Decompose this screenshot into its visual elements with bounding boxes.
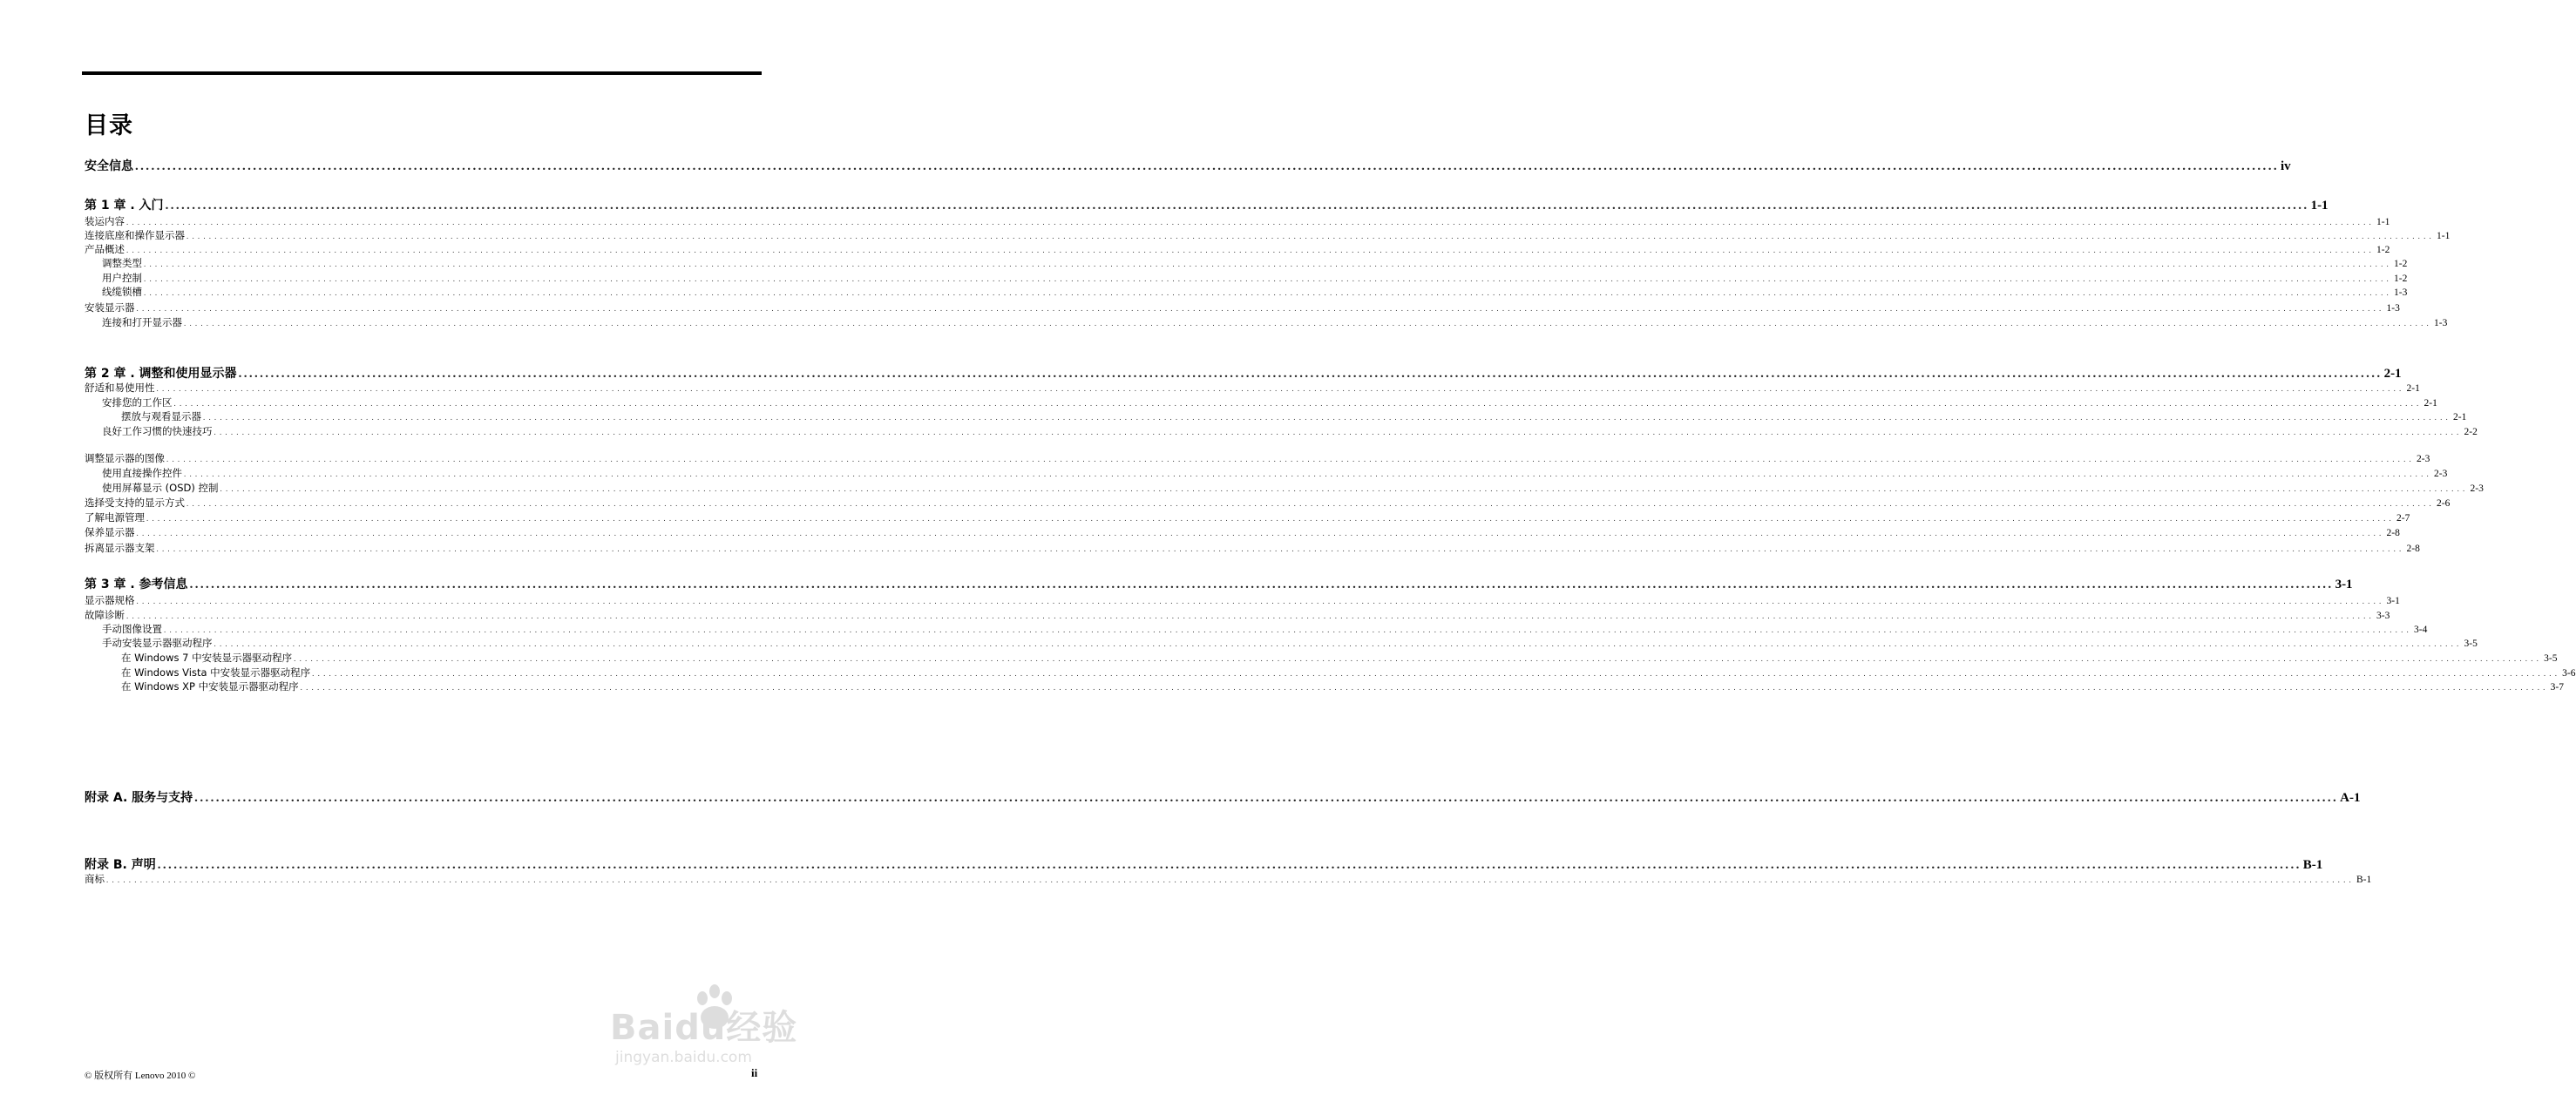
toc-entry-page: 3-5 xyxy=(2464,639,2478,649)
toc-entry-page: 3-7 xyxy=(2550,682,2564,693)
toc-section-entry[interactable] xyxy=(102,395,2437,409)
toc-entry-label: 调整类型 xyxy=(102,257,142,269)
toc-entry-label: 使用屏幕显示 (OSD) 控制 xyxy=(102,482,219,494)
toc-entry-label: 在 Windows Vista 中安装显示器驱动程序 xyxy=(121,666,311,679)
toc-entry-label: 良好工作习惯的快速技巧 xyxy=(102,425,213,437)
toc-entry-page: 2-2 xyxy=(2464,427,2478,437)
toc-entry-label: 产品概述 xyxy=(85,243,125,255)
toc-entry-label: 舒适和易使用性 xyxy=(85,382,155,394)
toc-entry-label: 在 Windows XP 中安装显示器驱动程序 xyxy=(121,680,299,693)
top-rule xyxy=(82,71,762,75)
toc-entry-page: 1-2 xyxy=(2394,274,2408,284)
toc-section-entry[interactable] xyxy=(102,481,2484,495)
dot-leader: ................................................................................................................................................................................................................................................................................................................................................................................................................ xyxy=(144,274,2392,283)
footer-page-number: ii xyxy=(751,1066,758,1079)
toc-section-entry[interactable] xyxy=(85,496,2451,510)
toc-entry-label: 第 3 章 . 参考信息 xyxy=(85,578,188,591)
toc-section-entry[interactable] xyxy=(85,228,2451,242)
toc-entry-label: 连接底座和操作显示器 xyxy=(85,229,185,241)
toc-entry-label: 保养显示器 xyxy=(85,526,135,538)
dot-leader: ................................................................................................................................................................................................................................................................................................................................................................................................................ xyxy=(146,514,2395,523)
toc-entry-page: 2-3 xyxy=(2434,469,2448,479)
toc-entry-page: 1-1 xyxy=(2437,231,2451,241)
toc-entry-label: 连接和打开显示器 xyxy=(102,316,182,328)
toc-section-entry[interactable] xyxy=(102,424,2478,438)
toc-entry-label: 安排您的工作区 xyxy=(102,396,173,409)
toc-section-entry[interactable] xyxy=(85,593,2400,607)
dot-leader: ................................................................................................................................................................................................................................................................................................................................................................................................................ xyxy=(164,625,2412,634)
toc-entry-page: 2-3 xyxy=(2417,454,2430,464)
dot-leader: ................................................................................................................................................................................................................................................................................................................................................................................................................ xyxy=(156,544,2405,553)
toc-section-entry[interactable] xyxy=(85,214,2390,228)
toc-entry-page: 3-1 xyxy=(2386,596,2400,606)
toc-chapter-entry[interactable] xyxy=(85,364,2402,382)
toc-entry-label: 装运内容 xyxy=(85,215,125,227)
toc-entry-label: 商标 xyxy=(85,873,105,885)
toc-entry-page: 1-1 xyxy=(2376,217,2390,227)
toc-entry-label: 手动图像设置 xyxy=(102,623,162,635)
toc-entry-label: 显示器规格 xyxy=(85,594,135,606)
toc-entry-label: 附录 B. 声明 xyxy=(85,858,156,872)
toc-entry-page: 2-1 xyxy=(2406,383,2420,394)
dot-leader: ................................................................................................................................................................................................................................................................................................................................................................................................................ xyxy=(126,246,2375,254)
toc-entry-label: 安全信息 xyxy=(85,159,133,173)
toc-entry-page: 2-8 xyxy=(2406,544,2420,554)
toc-entry-page: 1-2 xyxy=(2376,245,2390,255)
baidu-watermark xyxy=(610,983,819,1078)
toc-section-entry[interactable] xyxy=(121,679,2564,693)
dot-leader: ................................................................................................................................................................................................................................................................................................................................................................................................................ xyxy=(186,499,2435,508)
toc-entry-label: 第 2 章 . 调整和使用显示器 xyxy=(85,367,237,381)
dot-leader: ................................................................................................................................................................................................................................................................................................................................................................................................................ xyxy=(238,367,2383,381)
toc-section-entry[interactable] xyxy=(85,525,2400,539)
dot-leader: ................................................................................................................................................................................................................................................................................................................................................................................................................ xyxy=(294,654,2543,663)
toc-entry-page: 2-6 xyxy=(2437,498,2451,509)
toc-entry-label: 了解电源管理 xyxy=(85,511,145,524)
toc-entry-page: 1-3 xyxy=(2386,303,2400,314)
toc-chapter-entry[interactable] xyxy=(85,157,2291,174)
dot-leader: ................................................................................................................................................................................................................................................................................................................................................................................................................ xyxy=(144,288,2392,297)
dot-leader: ................................................................................................................................................................................................................................................................................................................................................................................................................ xyxy=(214,428,2463,436)
toc-entry-page: 3-6 xyxy=(2562,668,2576,679)
dot-leader: ................................................................................................................................................................................................................................................................................................................................................................................................................ xyxy=(194,791,2339,805)
toc-entry-label: 用户控制 xyxy=(102,272,142,284)
dot-leader: ................................................................................................................................................................................................................................................................................................................................................................................................................ xyxy=(173,399,2423,408)
dot-leader: ................................................................................................................................................................................................................................................................................................................................................................................................................ xyxy=(312,669,2561,678)
dot-leader: ................................................................................................................................................................................................................................................................................................................................................................................................................ xyxy=(136,529,2385,537)
toc-entry-label: 选择受支持的显示方式 xyxy=(85,497,185,509)
dot-leader: ................................................................................................................................................................................................................................................................................................................................................................................................................ xyxy=(144,260,2392,268)
toc-entry-page: 1-3 xyxy=(2394,287,2408,298)
toc-entry-page: 2-3 xyxy=(2470,483,2484,494)
watermark-site: jingyan.baidu.com xyxy=(615,1049,752,1066)
toc-entry-page: iv xyxy=(2281,159,2291,173)
toc-section-entry[interactable] xyxy=(85,301,2400,314)
toc-section-entry[interactable] xyxy=(85,541,2420,555)
toc-entry-page: 2-1 xyxy=(2423,398,2437,409)
toc-entry-page: 1-1 xyxy=(2310,199,2329,213)
dot-leader: ................................................................................................................................................................................................................................................................................................................................................................................................................ xyxy=(156,384,2405,393)
toc-section-entry[interactable] xyxy=(102,622,2428,636)
toc-section-entry[interactable] xyxy=(85,381,2420,395)
toc-section-entry[interactable] xyxy=(102,256,2408,270)
toc-entry-page: 1-3 xyxy=(2434,318,2448,328)
toc-entry-page: B-1 xyxy=(2302,858,2323,872)
dot-leader: ................................................................................................................................................................................................................................................................................................................................................................................................................ xyxy=(165,199,2309,213)
toc-section-entry[interactable] xyxy=(85,608,2390,622)
page-title: 目录 xyxy=(85,112,133,139)
toc-section-entry[interactable] xyxy=(121,409,2467,423)
dot-leader: ................................................................................................................................................................................................................................................................................................................................................................................................................ xyxy=(186,232,2435,240)
toc-entry-page: 2-7 xyxy=(2396,513,2410,524)
dot-leader: ................................................................................................................................................................................................................................................................................................................................................................................................................ xyxy=(184,470,2432,478)
dot-leader: ................................................................................................................................................................................................................................................................................................................................................................................................................ xyxy=(189,578,2334,591)
dot-leader: ................................................................................................................................................................................................................................................................................................................................................................................................................ xyxy=(220,484,2469,493)
toc-entry-label: 在 Windows 7 中安装显示器驱动程序 xyxy=(121,652,293,664)
toc-section-entry[interactable] xyxy=(102,636,2478,650)
toc-entry-page: 2-1 xyxy=(2383,367,2402,381)
dot-leader: ................................................................................................................................................................................................................................................................................................................................................................................................................ xyxy=(126,612,2375,620)
toc-entry-label: 线缆锁槽 xyxy=(102,286,142,298)
toc-entry-page: 3-3 xyxy=(2376,611,2390,621)
toc-entry-page: B-1 xyxy=(2356,875,2372,885)
toc-entry-page: 2-8 xyxy=(2386,528,2400,538)
toc-entry-page: 3-1 xyxy=(2335,578,2353,591)
footer-copyright: © 版权所有 Lenovo 2010 © xyxy=(85,1071,196,1081)
toc-entry-page: A-1 xyxy=(2340,791,2361,805)
toc-chapter-entry[interactable] xyxy=(85,788,2361,806)
toc-section-entry[interactable] xyxy=(121,666,2576,679)
dot-leader: ................................................................................................................................................................................................................................................................................................................................................................................................................ xyxy=(184,319,2432,328)
toc-entry-label: 第 1 章 . 入门 xyxy=(85,199,164,213)
toc-section-entry[interactable] xyxy=(102,315,2448,329)
toc-section-entry[interactable] xyxy=(85,242,2390,256)
toc-entry-page: 2-1 xyxy=(2453,412,2467,422)
toc-section-entry[interactable] xyxy=(102,271,2408,285)
toc-section-entry[interactable] xyxy=(121,651,2558,665)
toc-entry-label: 拆离显示器支架 xyxy=(85,542,155,554)
dot-leader: ................................................................................................................................................................................................................................................................................................................................................................................................................ xyxy=(126,218,2375,226)
toc-section-entry[interactable] xyxy=(85,451,2430,465)
toc-entry-label: 安装显示器 xyxy=(85,301,135,314)
toc-section-entry[interactable] xyxy=(85,872,2372,886)
toc-entry-label: 附录 A. 服务与支持 xyxy=(85,791,193,805)
dot-leader: ................................................................................................................................................................................................................................................................................................................................................................................................................ xyxy=(136,597,2385,605)
dot-leader: ................................................................................................................................................................................................................................................................................................................................................................................................................ xyxy=(106,875,2355,884)
toc-section-entry[interactable] xyxy=(102,285,2408,299)
toc-entry-label: 故障诊断 xyxy=(85,609,125,621)
toc-section-entry[interactable] xyxy=(102,466,2448,480)
toc-entry-page: 3-5 xyxy=(2544,653,2558,664)
watermark-brand: Baidu经验 xyxy=(610,1008,798,1048)
dot-leader: ................................................................................................................................................................................................................................................................................................................................................................................................................ xyxy=(157,858,2301,872)
toc-section-entry[interactable] xyxy=(85,510,2410,524)
dot-leader: ................................................................................................................................................................................................................................................................................................................................................................................................................ xyxy=(214,639,2463,648)
dot-leader: ................................................................................................................................................................................................................................................................................................................................................................................................................ xyxy=(300,683,2549,692)
toc-chapter-entry[interactable] xyxy=(85,855,2323,873)
dot-leader: ................................................................................................................................................................................................................................................................................................................................................................................................................ xyxy=(203,413,2451,422)
dot-leader: ................................................................................................................................................................................................................................................................................................................................................................................................................ xyxy=(135,159,2279,173)
toc-entry-label: 摆放与观看显示器 xyxy=(121,410,201,422)
dot-leader: ................................................................................................................................................................................................................................................................................................................................................................................................................ xyxy=(166,455,2415,463)
toc-chapter-entry[interactable] xyxy=(85,575,2353,592)
dot-leader: ................................................................................................................................................................................................................................................................................................................................................................................................................ xyxy=(136,304,2385,313)
toc-entry-label: 使用直接操作控件 xyxy=(102,467,182,479)
toc-entry-label: 手动安装显示器驱动程序 xyxy=(102,637,213,649)
toc-entry-label: 调整显示器的图像 xyxy=(85,452,165,464)
toc-entry-page: 3-4 xyxy=(2414,625,2428,635)
toc-chapter-entry[interactable] xyxy=(85,196,2329,213)
toc-entry-page: 1-2 xyxy=(2394,259,2408,269)
